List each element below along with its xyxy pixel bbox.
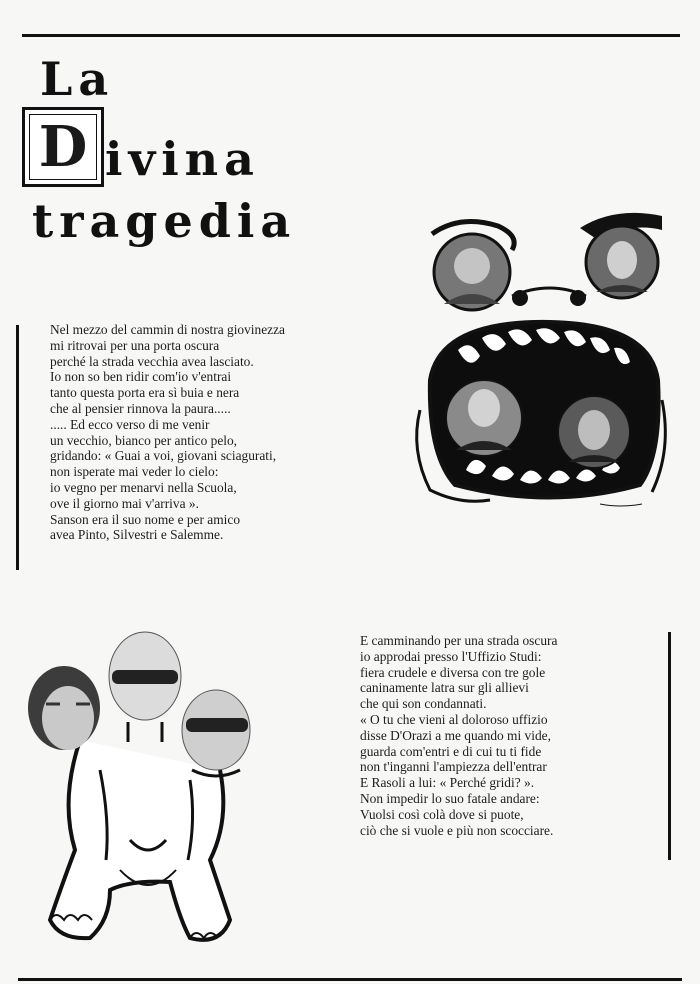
- poem-line: Nel mezzo del cammin di nostra giovinezza: [50, 322, 285, 337]
- poem-line: Vuolsi così colà dove si puote,: [360, 806, 524, 822]
- poem-line: Io non so ben ridir com'io v'entrai: [50, 369, 232, 385]
- poem-line: ciò che si vuole e più non scocciare.: [360, 822, 554, 838]
- poem-line: « O tu che vieni al doloroso uffizio: [360, 711, 548, 727]
- dog-head-center: [109, 632, 181, 742]
- decorated-dropcap: [22, 107, 104, 187]
- caricature-mouth-illustration: [400, 200, 670, 520]
- title-line-2: ivina: [105, 132, 260, 186]
- poem-line: non t'inganni l'ampiezza dell'entrar: [360, 759, 547, 775]
- right-margin-bar: [668, 632, 671, 860]
- dropcap-letter: D: [29, 114, 97, 180]
- poem-line: avea Pinto, Silvestri e Salemme.: [50, 527, 224, 543]
- title-line-1: La: [40, 52, 115, 106]
- poem-line: ove il giorno mai v'arriva ».: [50, 495, 199, 511]
- poem-line: E Rasoli a lui: « Perché gridi? ».: [360, 775, 535, 791]
- poem-line: non isperate mai veder lo cielo:: [50, 464, 219, 480]
- poem-line: guarda com'entri e di cui tu ti fide: [360, 743, 542, 759]
- poem-line: tanto questa porta era sì buia e nera: [50, 385, 240, 401]
- dog-head-left: [28, 666, 100, 750]
- poem-line: che qui son condannati.: [360, 696, 487, 712]
- poem-bottom: [360, 633, 557, 838]
- dog-head-right: [182, 690, 250, 776]
- poem-line: ..... Ed ecco verso di me venir: [50, 416, 210, 432]
- poem-line: gridando: « Guai a voi, giovani sciagurati,: [50, 448, 277, 464]
- poem-line: io approdai presso l'Uffizio Studi:: [360, 648, 542, 664]
- bottom-rule: [18, 978, 682, 981]
- poem-line: E camminando per una strada oscura: [360, 633, 558, 648]
- three-headed-dog-illustration: [20, 620, 270, 960]
- left-margin-bar: [16, 325, 19, 570]
- top-rule: [22, 34, 680, 37]
- poem-line: caninamente latra sur gli allievi: [360, 680, 529, 696]
- poem-line: Sanson era il suo nome e per amico: [50, 511, 241, 527]
- poem-line: io vegno per menarvi nella Scuola,: [50, 479, 237, 495]
- poem-line: disse D'Orazi a me quando mi vide,: [360, 727, 551, 743]
- poem-line: che al pensier rinnova la paura.....: [50, 400, 231, 416]
- poem-line: un vecchio, bianco per antico pelo,: [50, 432, 238, 448]
- poem-line: fiera crudele e diversa con tre gole: [360, 664, 546, 680]
- poem-line: perché la strada vecchia avea lasciato.: [50, 353, 254, 369]
- title-line-3: tragedia: [32, 194, 297, 248]
- poem-line: Non impedir lo suo fatale andare:: [360, 790, 540, 806]
- poem-line: mi ritrovai per una porta oscura: [50, 337, 220, 353]
- poem-top: [50, 322, 285, 543]
